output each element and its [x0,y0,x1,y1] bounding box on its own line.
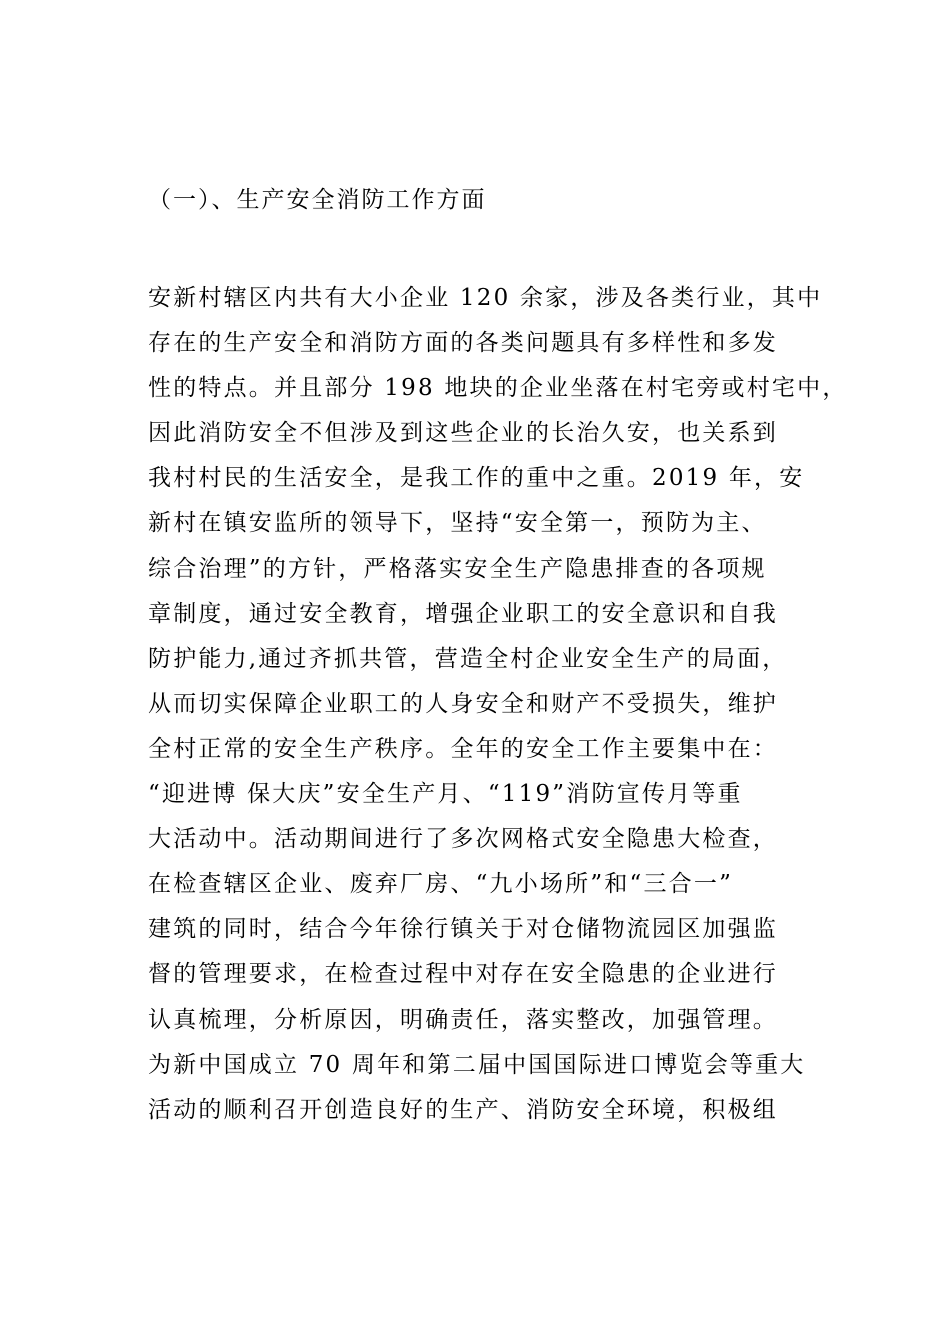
text-line: 活动的顺利召开创造良好的生产、消防安全环境，积极组 [148,1096,778,1123]
body-paragraph [148,276,848,1133]
text-line: 建筑的同时，结合今年徐行镇关于对仓储物流园区加强监 [148,916,778,943]
text-line: “迎进博 保大庆”安全生产月、“119”消防宣传月等重 [148,781,743,808]
text-line: 从而切实保障企业职工的人身安全和财产不受损失，维护 [148,690,778,717]
text-line: 存在的生产安全和消防方面的各类问题具有多样性和多发 [148,330,778,357]
text-line: 综合治理”的方针，严格落实安全生产隐患排查的各项规 [148,555,767,582]
text-line: 新村在镇安监所的领导下，坚持“安全第一，预防为主、 [148,510,767,537]
text-line: 性的特点。并且部分 198 地块的企业坐落在村宅旁或村宅中， [148,375,848,402]
text-line: 认真梳理，分析原因，明确责任，落实整改，加强管理。 [148,1006,778,1033]
text-line: 大活动中。活动期间进行了多次网格式安全隐患大检查， [148,826,778,853]
text-line: 安新村辖区内共有大小企业 120 余家，涉及各类行业，其中 [148,285,823,311]
text-line: 为新中国成立 70 周年和第二届中国国际进口博览会等重大 [148,1051,806,1078]
text-line: 因此消防安全不但涉及到这些企业的长治久安，也关系到 [148,420,778,447]
text-line: 在检查辖区企业、废弃厂房、“九小场所”和“三合一” [148,871,734,898]
text-line: 章制度，通过安全教育，增强企业职工的安全意识和自我 [148,600,778,627]
section-heading: （一）、生产安全消防工作方面 [148,187,487,213]
text-line: 督的管理要求，在检查过程中对存在安全隐患的企业进行 [148,961,778,988]
text-line: 全村正常的安全生产秩序。全年的安全工作主要集中在： [148,735,778,762]
text-line: 我村村民的生活安全，是我工作的重中之重。2019 年，安 [148,465,805,492]
text-line: 防护能力,通过齐抓共管，营造全村企业安全生产的局面， [148,645,788,672]
